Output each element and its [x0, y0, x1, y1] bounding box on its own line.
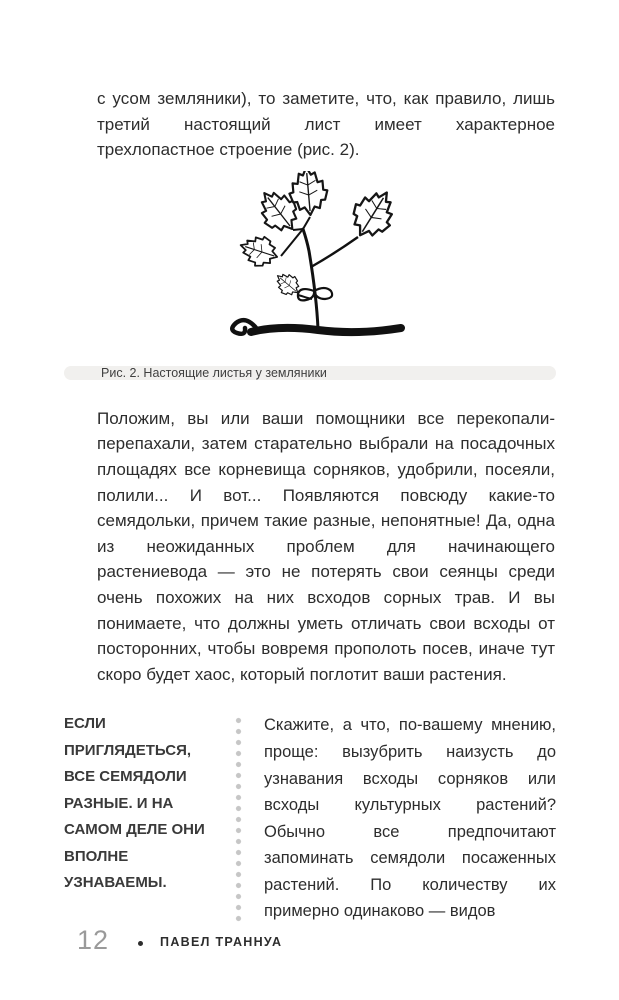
page-number: 12	[77, 925, 110, 956]
figure-caption: Рис. 2. Настоящие листья у земляники	[101, 365, 327, 380]
strawberry-seedling-illustration	[221, 171, 416, 351]
footer-bullet-icon	[138, 941, 143, 946]
dotted-divider	[234, 715, 243, 923]
figure-caption-bar	[64, 366, 556, 380]
page-footer	[64, 925, 556, 956]
paragraph-column: Скажите, а что, по-вашему мнению, проще: вызубрить наизусть до узнавания всходы сорняков или всходы культурных растений? Обычно все предпочитают запоминать семядоли посаженных растений. По количеству их примерно одинаково — видов	[264, 716, 556, 921]
two-column-section	[64, 711, 556, 925]
paragraph-intro: с усом земляники), то заметите, что, как правило, лишь третий настоящий лист имеет характерное трехлопастное строение (рис. 2).	[97, 89, 555, 160]
footer-author: ПАВЕЛ ТРАННУА	[160, 935, 283, 950]
figure-plant	[72, 171, 564, 356]
paragraph-main: Положим, вы или ваши помощники все перекопали-перепахали, затем старательно выбрали на посадочных площадях все корневища сорняков, удобрили, посеяли, полили... И вот... Появляются повсюду какие-то семядольки, причем такие разные, непонятные! Да, одна из неожиданных проблем для начинающего растениевода — это не потерять свои сеянцы среди очень похожих на них всходов сорных трав. И вы понимаете, что должны уметь отличать свои всходы от посторонних, чтобы вовремя прополоть посев, иначе тут скоро будет хаос, который поглотит ваши растения.	[97, 408, 555, 684]
sidebar-quote: ЕСЛИ ПРИГЛЯДЕТЬСЯ, ВСЕ СЕМЯДОЛИ РАЗНЫЕ. И НА САМОМ ДЕЛЕ ОНИ ВПОЛНЕ УЗНАВАЕМЫ.	[64, 715, 205, 892]
